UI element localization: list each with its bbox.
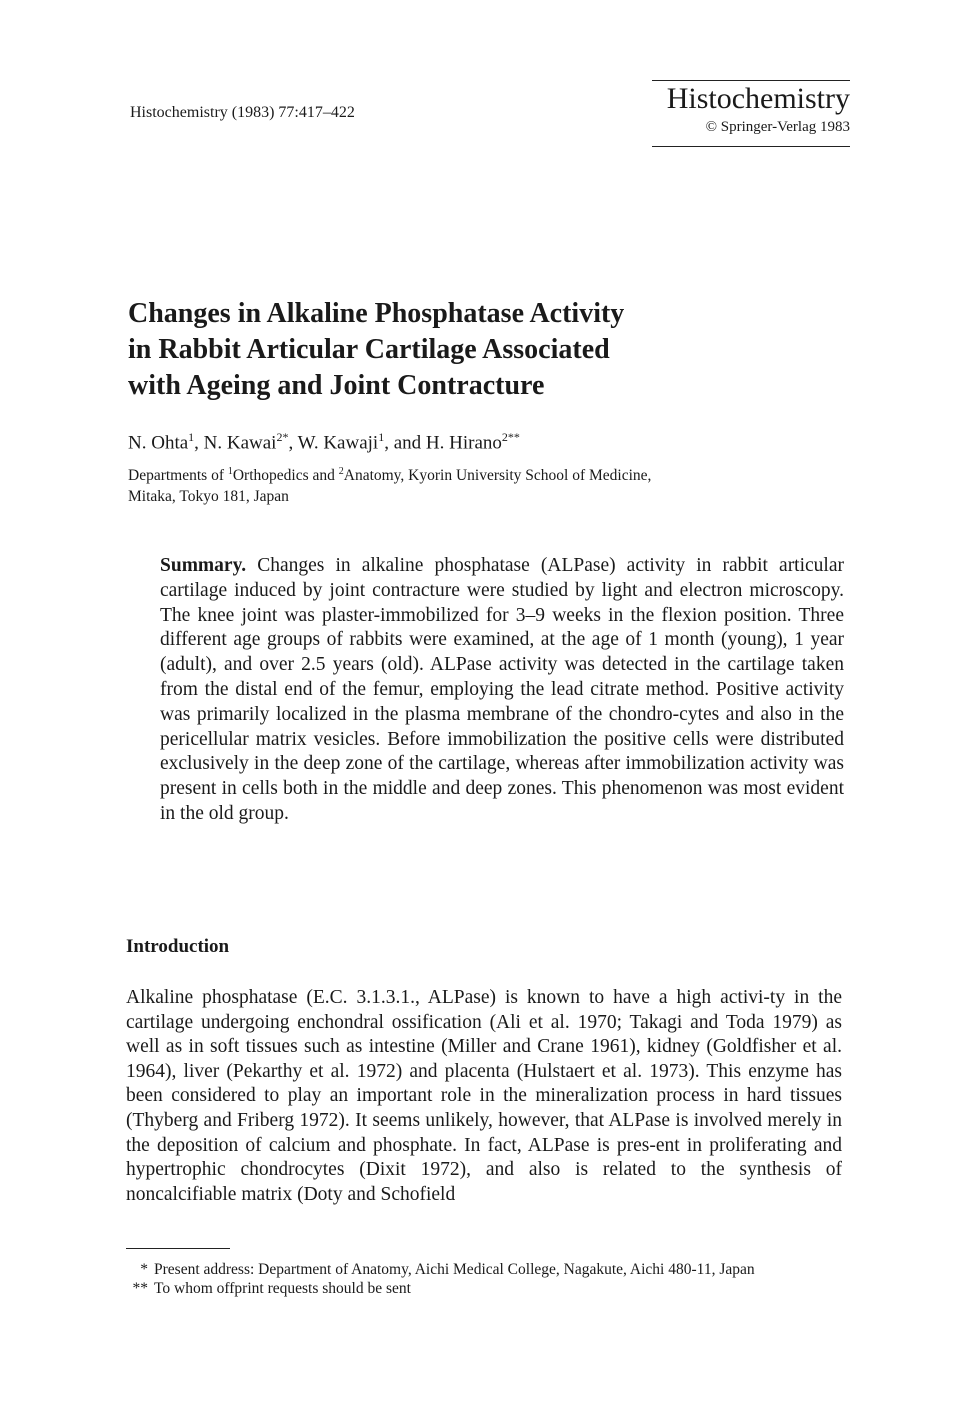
section-heading: Introduction [126, 936, 230, 957]
footnote [126, 1279, 842, 1298]
journal-citation: Histochemistry (1983) 77:417–422 [130, 104, 355, 121]
article-title [128, 296, 748, 404]
author-separator: , and [384, 432, 426, 454]
affiliation-prefix: Departments of [128, 467, 228, 485]
journal-masthead [652, 80, 850, 147]
footnote-text: Present address: Department of Anatomy, Aichi Medical College, Nagakute, Aichi 480-11, Japan [154, 1261, 755, 1278]
affiliation-line: Mitaka, Tokyo 181, Japan [128, 488, 289, 506]
author-name: N. Kawai [203, 432, 277, 454]
masthead-rule-top [652, 80, 850, 81]
author-affil-mark: 1 [188, 430, 195, 444]
affiliation-line [128, 461, 848, 486]
author-affil-mark: 2** [501, 430, 520, 444]
title-line: with Ageing and Joint Contracture [128, 370, 545, 401]
footnote [126, 1260, 842, 1279]
title-line: in Rabbit Articular Cartilage Associated [128, 334, 610, 365]
journal-name: Histochemistry [666, 82, 850, 115]
affiliation [128, 461, 848, 507]
affil-mark: 1 [227, 466, 233, 477]
author-affil-mark: 2* [276, 430, 289, 444]
author-affil-mark: 1 [378, 430, 385, 444]
affil-mark: 2 [338, 466, 344, 477]
footnote-text: To whom offprint requests should be sent [154, 1280, 411, 1297]
footnote-mark: ** [132, 1280, 148, 1297]
author-separator: , [194, 432, 204, 454]
introduction-text: Alkaline phosphatase (E.C. 3.1.3.1., ALPase) is known to have a high activi-ty in the cartilage undergoing enchondral ossification (Ali et al. 1970; Takagi and Toda 1979) as well as in soft tissues such as intestine (Miller and Crane 1961), kidney (Goldfisher et al. 1964), liver (Pekarthy et al. 1972) and placenta (Hulstaert et al. 1973). This enzyme has been considered to play an important role in the mineralization process in hard tissues (Thyberg and Friberg 1972). It seems unlikely, however, that ALPase is involved merely in the deposition of calcium and phosphate. In fact, ALPase is pres-ent in proliferating and hypertrophic chondrocytes (Dixit 1972), and also is related to the synthesis of noncalcifiable matrix (Doty and Schofield [126, 987, 842, 1205]
author-name: W. Kawaji [297, 432, 379, 454]
footnotes [126, 1260, 842, 1298]
footnote-rule [126, 1248, 230, 1249]
affiliation-dept: Anatomy, Kyorin University School of Medicine, [343, 467, 652, 485]
author-name: N. Ohta [128, 432, 189, 454]
publisher-copyright: © Springer-Verlag 1983 [705, 119, 850, 135]
author-separator: , [288, 432, 298, 454]
summary-text: Changes in alkaline phosphatase (ALPase) activity in rabbit articular cartilage induced by joint contracture were studied by light and electron microscopy. The knee joint was plaster-immobilized for 3–9 weeks in the flexion position. Three different age groups of rabbits were examined, at the age of 1 month (young), 1 year (adult), and over 2.5 years (old). ALPase activity was detected in the cartilage taken from the distal end of the femur, employing the lead citrate method. Positive activity was primarily localized in the plasma membrane of the chondro-cytes and also in the pericellular matrix vesicles. Before immobilization the positive cells were distributed exclusively in the deep zone of the cartilage, whereas after immobilization activity was present in cells both in the middle and deep zones. This phenomenon was most evident in the old group. [160, 555, 844, 824]
summary-label: Summary. [160, 555, 247, 576]
author-name: H. Hirano [425, 432, 502, 454]
masthead-rule-bottom [652, 146, 850, 147]
summary-abstract [160, 554, 844, 827]
author-list [128, 430, 520, 454]
title-line: Changes in Alkaline Phosphatase Activity [128, 298, 625, 329]
affiliation-dept: Orthopedics and [232, 467, 339, 485]
footnote-mark: * [140, 1261, 148, 1278]
